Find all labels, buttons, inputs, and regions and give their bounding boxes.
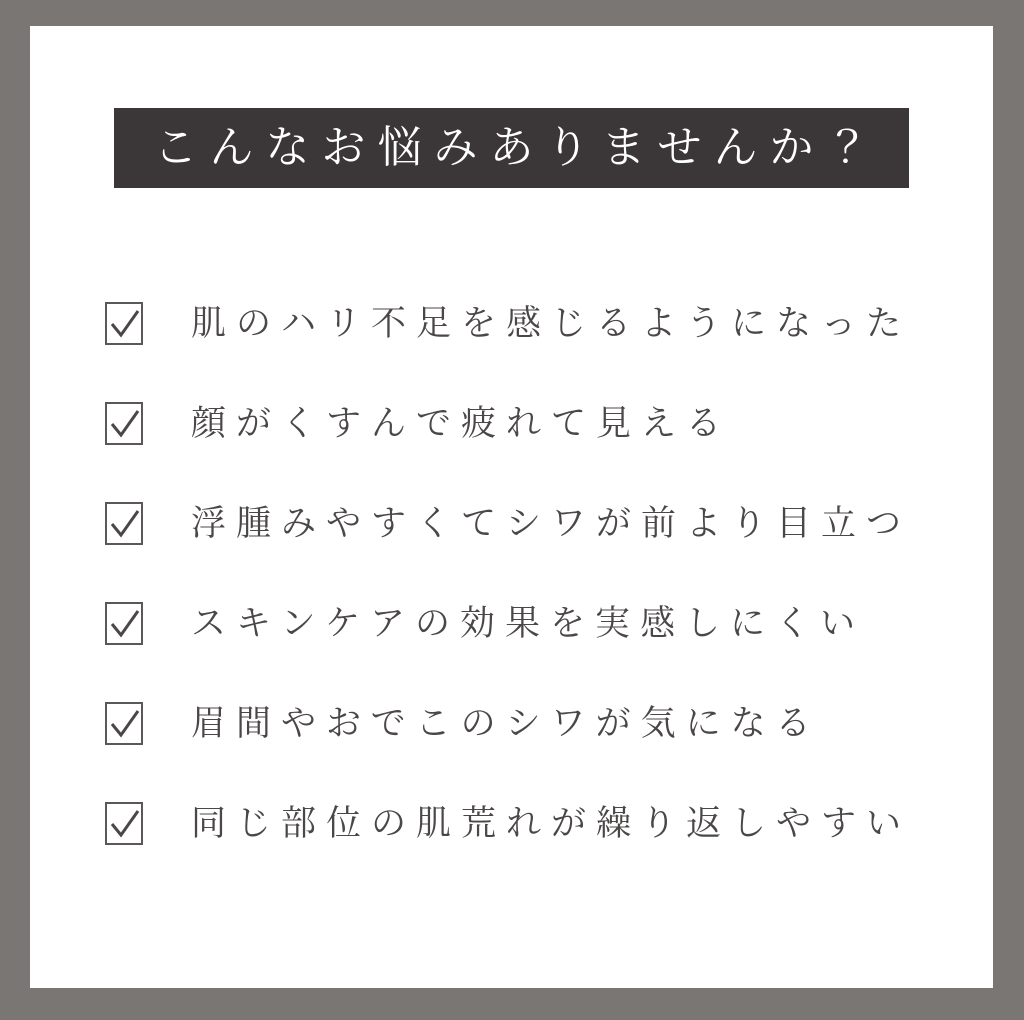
checklist-item: [105, 300, 993, 347]
checklist-item: [105, 400, 993, 447]
checkbox-checked-icon: [105, 802, 143, 845]
checklist: [105, 300, 993, 847]
checklist-item-label: 肌のハリ不足を感じるようになった: [191, 303, 912, 343]
checkbox-checked-icon: [105, 402, 143, 445]
checklist-item-label: 眉間やおでこのシワが気になる: [191, 703, 821, 743]
checklist-item-label: スキンケアの効果を実感しにくい: [191, 603, 865, 643]
checkbox-checked-icon: [105, 302, 143, 345]
checklist-item: [105, 500, 993, 547]
header-title: こんなお悩みありませんか？: [153, 123, 882, 172]
checklist-item-label: 浮腫みやすくてシワが前より目立つ: [191, 503, 912, 543]
header-banner: [114, 108, 909, 188]
content-card: [30, 26, 993, 988]
checklist-item: [105, 800, 993, 847]
checkbox-checked-icon: [105, 502, 143, 545]
checklist-item: [105, 700, 993, 747]
checkbox-checked-icon: [105, 702, 143, 745]
checkbox-checked-icon: [105, 602, 143, 645]
checklist-item-label: 同じ部位の肌荒れが繰り返しやすい: [191, 803, 912, 843]
checklist-item-label: 顔がくすんで疲れて見える: [191, 403, 732, 443]
checklist-item: [105, 600, 993, 647]
